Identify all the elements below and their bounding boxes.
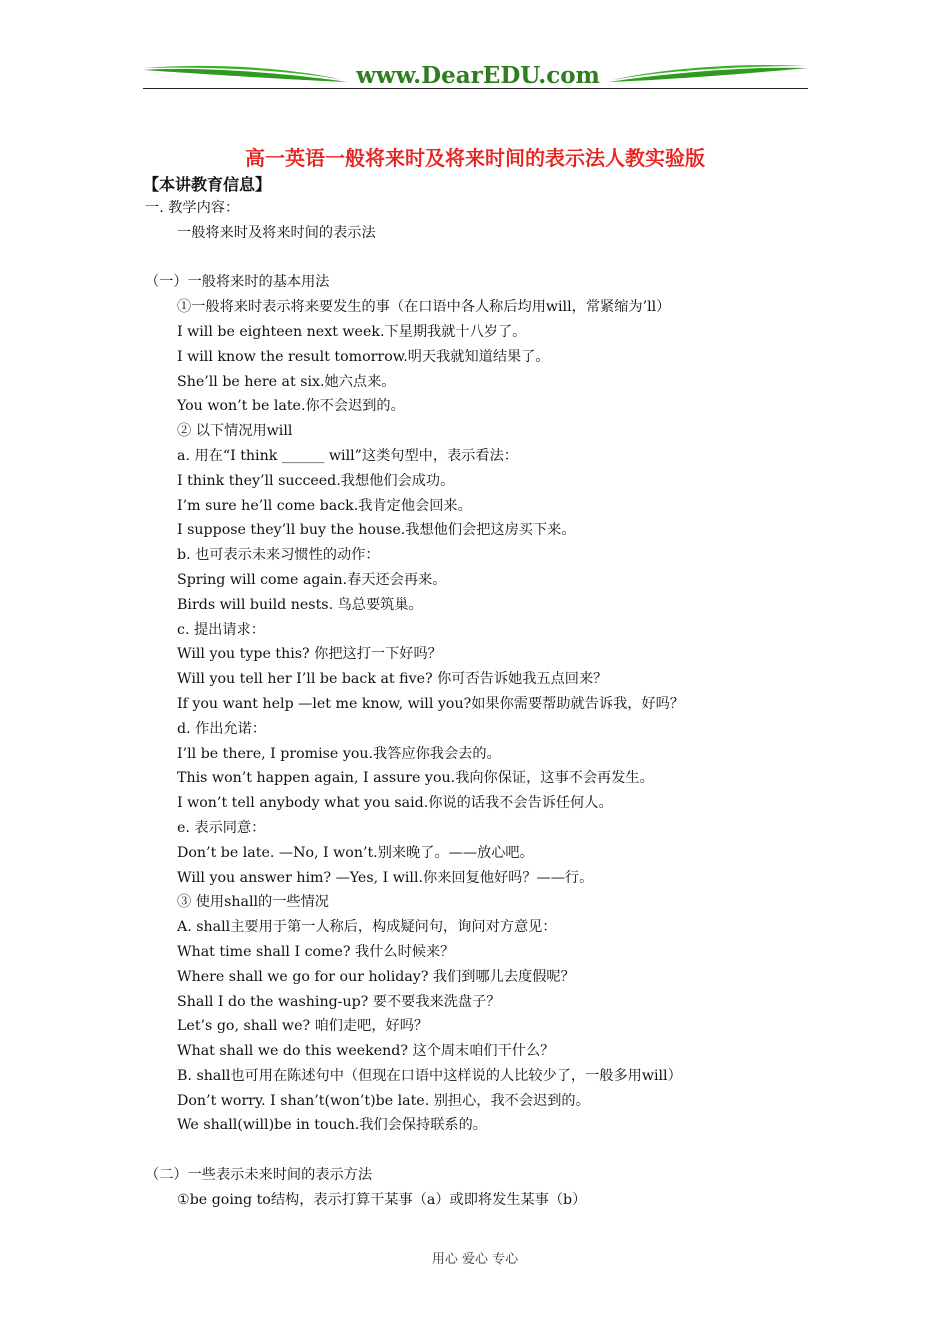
- text-line: A. shall主要用于第一人称后，构成疑问句，询问对方意见：: [177, 919, 557, 936]
- text-line: 一. 教学内容：: [145, 200, 240, 216]
- text-line: ①be going to结构，表示打算干某事（a）或即将发生某事（b）: [177, 1191, 587, 1208]
- text-line: I think they’ll succeed.我想他们会成功。: [177, 472, 455, 489]
- site-logo: www.DearEDU.com: [356, 62, 600, 89]
- text-line: I will be eighteen next week.下星期我就十八岁了。: [177, 323, 527, 340]
- text-line: Will you tell her I’ll be back at five? 你可否告诉她我五点回来？: [177, 671, 608, 688]
- text-line: I’ll be there, I promise you.我答应你我会去的。: [177, 745, 501, 762]
- text-line: We shall(will)be in touch.我们会保持联系的。: [177, 1117, 487, 1134]
- text-line: ①一般将来时表示将来要发生的事（在口语中各人称后均用will，常紧缩为’ll）: [177, 299, 671, 316]
- text-line: Shall I do the washing-up? 要不要我来洗盘子？: [177, 993, 501, 1010]
- text-line: What shall we do this weekend? 这个周末咱们干什么？: [177, 1043, 555, 1060]
- text-line: Spring will come again.春天还会再来。: [177, 571, 447, 588]
- blank-line: [0, 1138, 950, 1163]
- text-line: I suppose they’ll buy the house.我想他们会把这房买下来。: [177, 522, 576, 539]
- text-line: If you want help —let me know, will you?如果你需要帮助就告诉我，好吗？: [177, 695, 685, 712]
- text-line: Birds will build nests. 鸟总要筑巢。: [177, 596, 423, 613]
- text-line: b. 也可表示未来习惯性的动作：: [177, 547, 380, 564]
- text-line: （一）一般将来时的基本用法: [145, 274, 330, 291]
- section-title: 【本讲教育信息】: [143, 175, 272, 194]
- text-line: I will know the result tomorrow.明天我就知道结果了。: [177, 348, 550, 365]
- text-line: d. 作出允诺：: [177, 720, 267, 737]
- page-title: 高一英语一般将来时及将来时间的表示法人教实验版: [245, 146, 705, 170]
- text-line: I won’t tell anybody what you said.你说的话我不会告诉任何人。: [177, 795, 613, 812]
- text-line: Don’t worry. I shan’t(won’t)be late. 别担心，我不会迟到的。: [177, 1092, 590, 1109]
- text-line: You won’t be late.你不会迟到的。: [177, 398, 405, 415]
- text-line: Let’s go, shall we? 咱们走吧，好吗？: [177, 1018, 429, 1035]
- text-line: Will you type this? 你把这打一下好吗？: [177, 646, 442, 663]
- page-footer: 用心 爱心 专心: [431, 1252, 519, 1267]
- text-line: She’ll be here at six.她六点来。: [177, 373, 396, 390]
- text-line: ③ 使用shall的一些情况: [177, 894, 329, 911]
- text-line: （二）一些表示未来时间的表示方法: [145, 1167, 373, 1184]
- blank-line: [0, 246, 950, 271]
- text-line: Don’t be late. —No, I won’t.别来晚了。——放心吧。: [177, 844, 534, 861]
- text-line: ② 以下情况用will: [177, 423, 293, 440]
- text-line: Will you answer him? —Yes, I will.你来回复他好吗？——行。: [177, 869, 594, 886]
- text-line: 一般将来时及将来时间的表示法: [177, 224, 376, 241]
- text-line: What time shall I come? 我什么时候来？: [177, 943, 455, 960]
- text-line: Where shall we go for our holiday? 我们到哪儿去度假呢？: [177, 968, 575, 985]
- text-line: This won’t happen again, I assure you.我向你保证，这事不会再发生。: [177, 770, 654, 787]
- text-line: c. 提出请求：: [177, 621, 265, 638]
- text-line: I’m sure he’ll come back.我肯定他会回来。: [177, 497, 472, 514]
- header-rule: [143, 88, 808, 89]
- text-line: a. 用在“I think ______ will”这类句型中，表示看法：: [177, 447, 518, 464]
- text-line: B. shall也可用在陈述句中（但现在口语中这样说的人比较少了，一般多用will）: [177, 1067, 682, 1084]
- document-body: [0, 196, 950, 1213]
- text-line: e. 表示同意：: [177, 819, 266, 836]
